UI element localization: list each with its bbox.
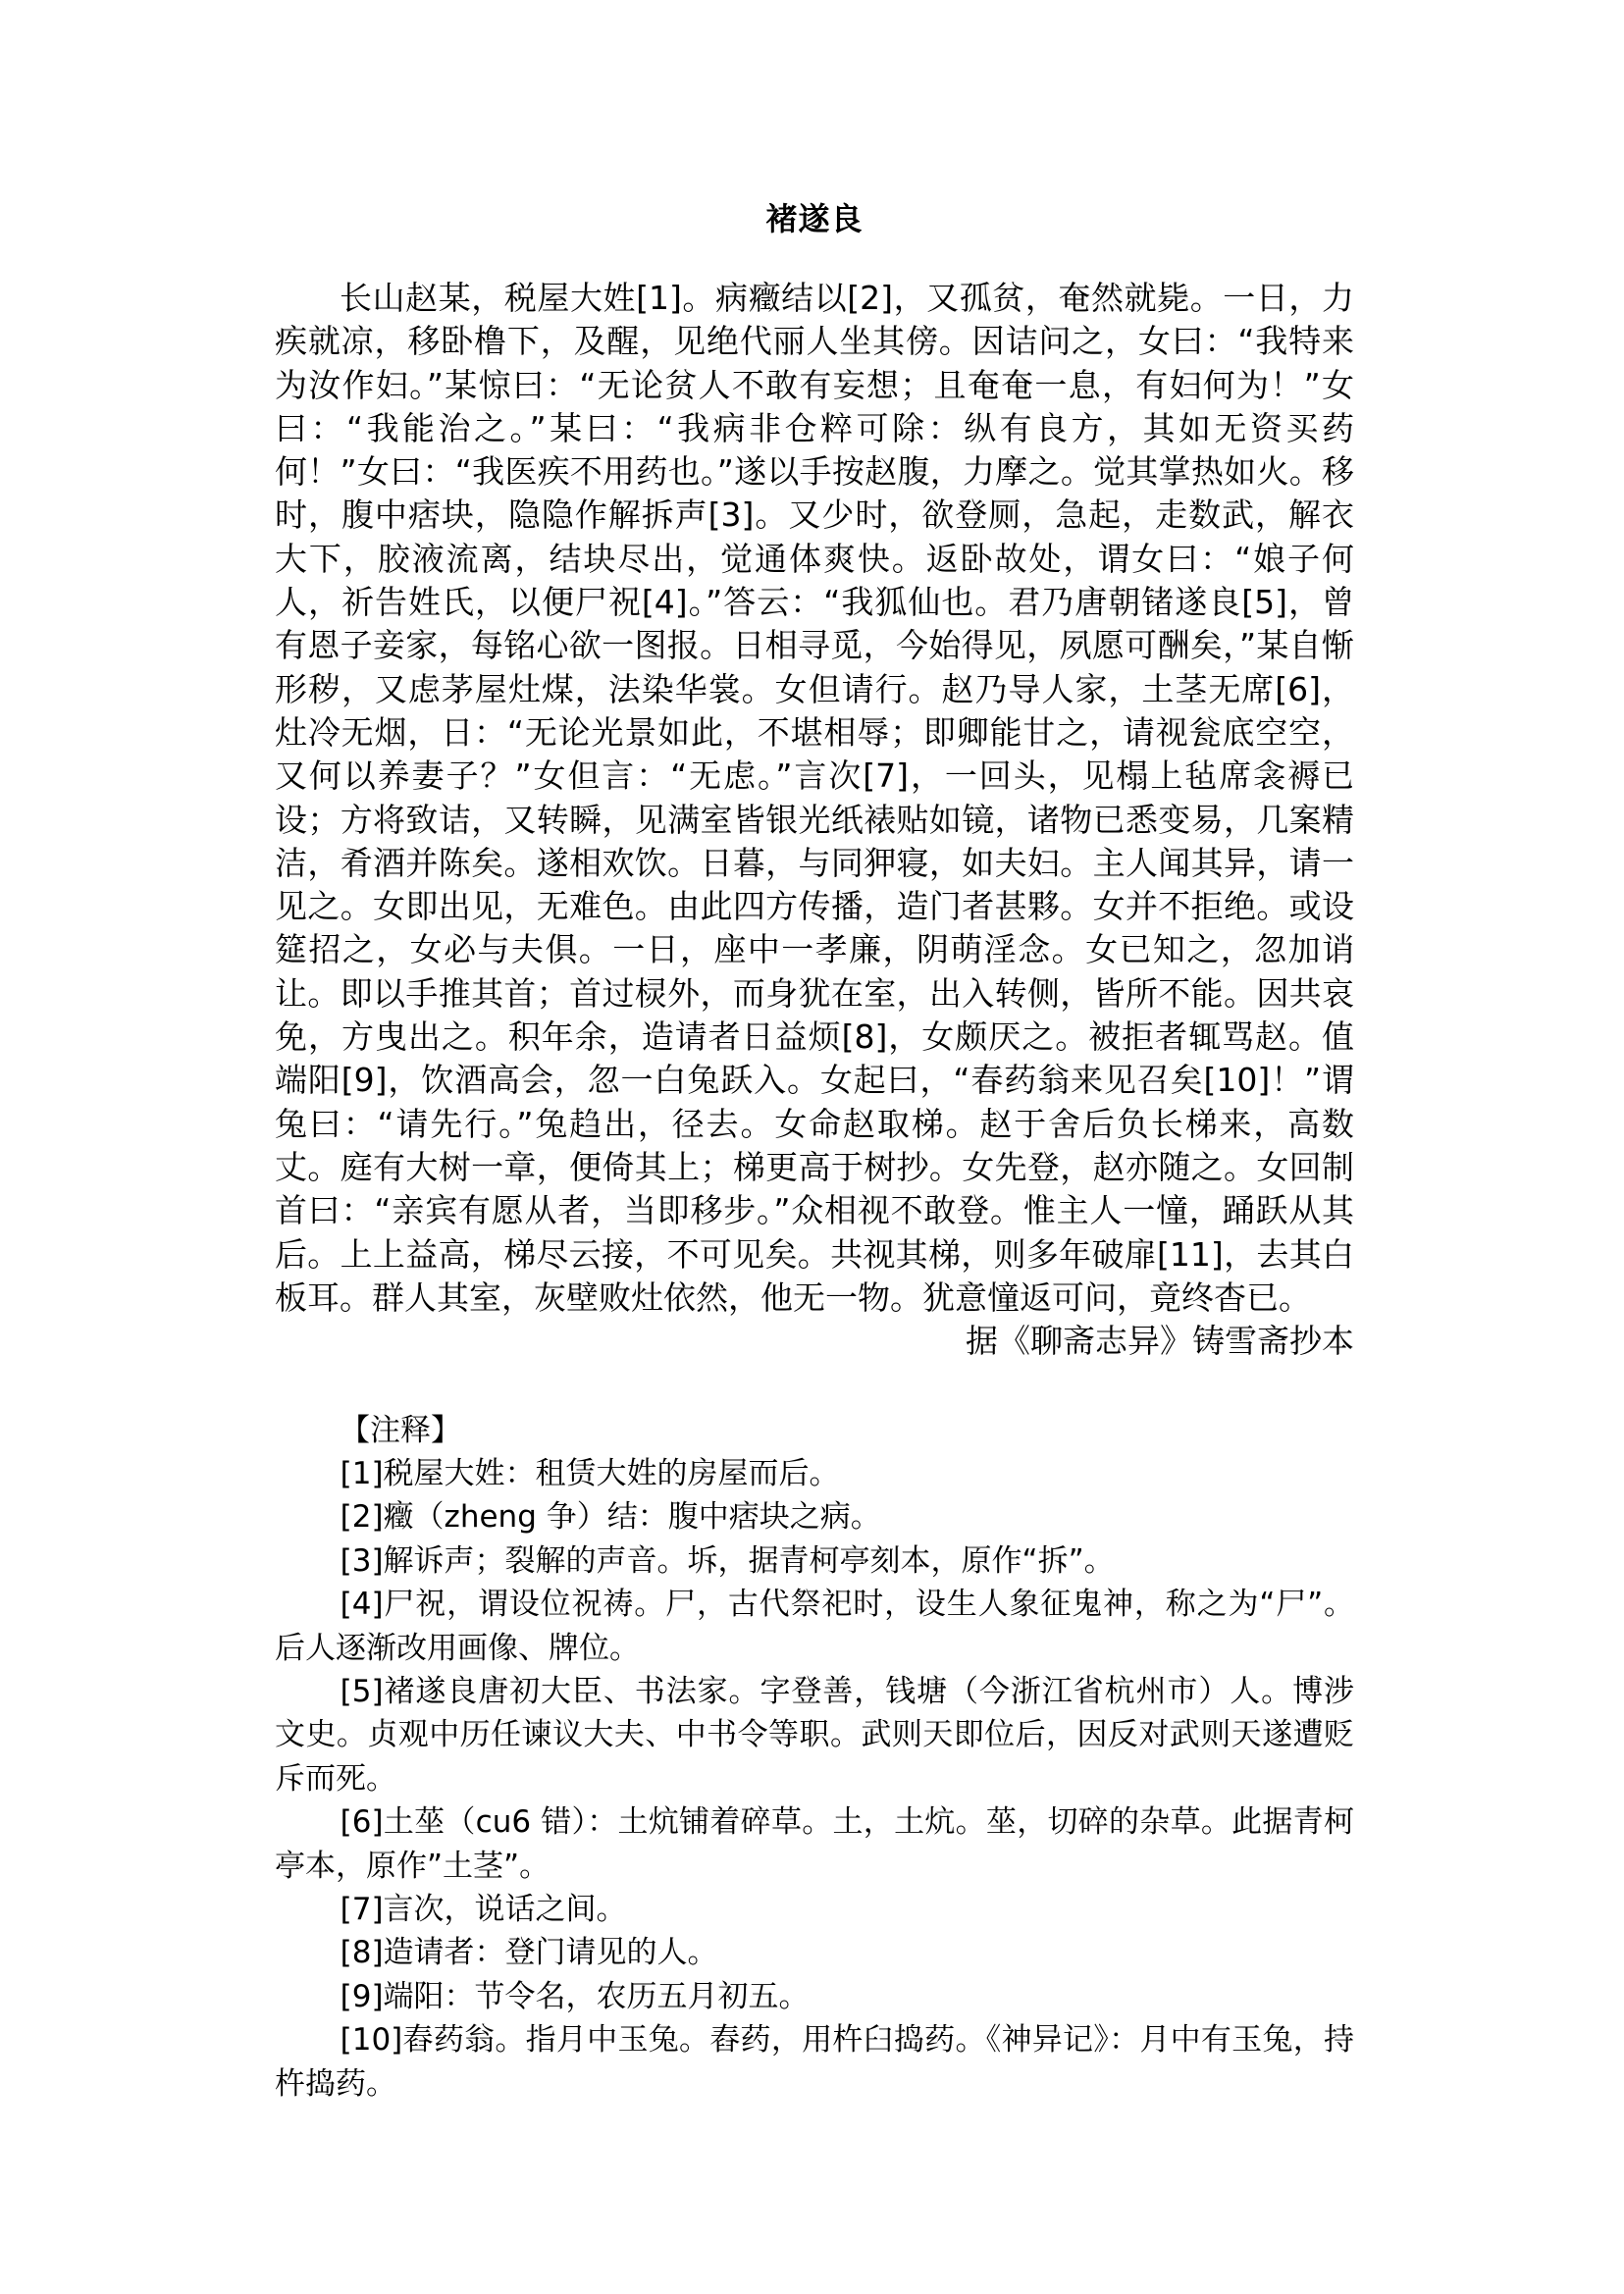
- note-item: [5]褚遂良唐初大臣、书法家。字登善，钱塘（今浙江省杭州市）人。博涉文史。贞观中历任谏议大夫、中书令等职。武则天即位后，因反对武则天遂遭贬斥而死。: [275, 1674, 1354, 1797]
- note-item: [10]舂药翁。指月中玉兔。舂药，用杵臼捣药。《神异记》：月中有玉兔，持杵捣药。: [275, 2022, 1354, 2102]
- note-item: [6]土莝（cu6 错）：土炕铺着碎草。土，土炕。莝，切碎的杂草。此据青柯亭本，原作”土茎”。: [275, 1804, 1354, 1884]
- source-attribution: 据《聊斋志异》铸雪斋抄本: [966, 1322, 1354, 1360]
- note-item: [9]端阳：节令名，农历五月初五。: [340, 1978, 810, 2014]
- note-item: [2]癥（zheng 争）结：腹中痞块之病。: [340, 1499, 881, 1536]
- note-item: [3]解诉声；裂解的声音。坼，据青柯亭刻本，原作“拆”。: [340, 1542, 1115, 1579]
- story-body: [275, 277, 1354, 1320]
- note-item: [7]言次，说话之间。: [340, 1892, 627, 1928]
- document-title: 褚遂良: [765, 200, 864, 237]
- story-paragraph: 长山赵某，税屋大姓[1]。病癥结以[2]，又孤贫，奄然就毙。一日，力疾就凉，移卧橹下，及醒，见绝代丽人坐其傍。因诘问之，女曰：“我特来为汝作妇。”某惊曰：“无论贫人不敢有妄想；且奄奄一息，有妇何为！”女曰：“我能治之。”某曰：“我病非仓粹可除：纵有良方，其如无资买药何！”女曰：“我医疾不用药也。”遂以手按赵腹，力摩之。觉其掌热如火。移时，腹中痞块，隐隐作解拆声[3]。又少时，欲登厕，急起，走数武，解衣大下，胶液流离，结块尽出，觉通体爽快。返卧故处，谓女曰：“娘子何人，祈告姓氏，以便尸祝[4]。”答云：“我狐仙也。君乃唐朝锗遂良[5]，曾有恩子妾家，每铭心欲一图报。日相寻觅，今始得见，夙愿可酬矣，”某自惭形秽，又虑茅屋灶煤，法染华裳。女但请行。赵乃导人家，土茎无席[6]，灶冷无烟，日：“无论光景如此，不堪相辱；即卿能甘之，请视瓮底空空，又何以养妻子？”女但言：“无虑。”言次[7]，一回头，见榻上毡席衾褥已设；方将致诘，又转瞬，见满室皆银光纸裱贴如镜，诸物已悉变易，几案精洁，肴酒并陈矣。遂相欢饮。日暮，与同狎寝，如夫妇。主人闻其异，请一见之。女即出见，无难色。由此四方传播，造门者甚夥。女并不拒绝。或设筵招之，女必与夫俱。一日，座中一孝廉，阴萌淫念。女已知之，忽加诮让。即以手推其首；首过棂外，而身犹在室，出入转侧，皆所不能。因共哀免，方曳出之。积年余，造请者日益烦[8]，女颇厌之。被拒者辄骂赵。值端阳[9]，饮酒高会，忽一白兔跃入。女起曰，“春药翁来见召矣[10]！”谓兔曰：“请先行。”兔趋出，径去。女命赵取梯。赵于舍后负长梯来，高数丈。庭有大树一章，便倚其上；梯更高于树抄。女先登，赵亦随之。女回制首曰：“亲宾有愿从者，当即移步。”众相视不敢登。惟主人一憧，踊跃从其后。上上益高，梯尽云接，不可见矣。共视其梯，则多年破扉[11]，去其白板耳。群人其室，灰壁败灶依然，他无一物。犹意憧返可问，竟终杳已。: [275, 279, 1354, 1317]
- note-item: [8]造请者：登门请见的人。: [340, 1935, 718, 1971]
- notes-list: [275, 1452, 1354, 2106]
- note-item: [4]尸祝，谓设位祝祷。尸，古代祭祀时，设生人象征鬼神，称之为“尸”。后人逐渐改用画像、牌位。: [275, 1587, 1354, 1666]
- notes-heading: 【注释】: [340, 1413, 461, 1448]
- note-item: [1]税屋大姓：租赁大姓的房屋而后。: [340, 1456, 840, 1491]
